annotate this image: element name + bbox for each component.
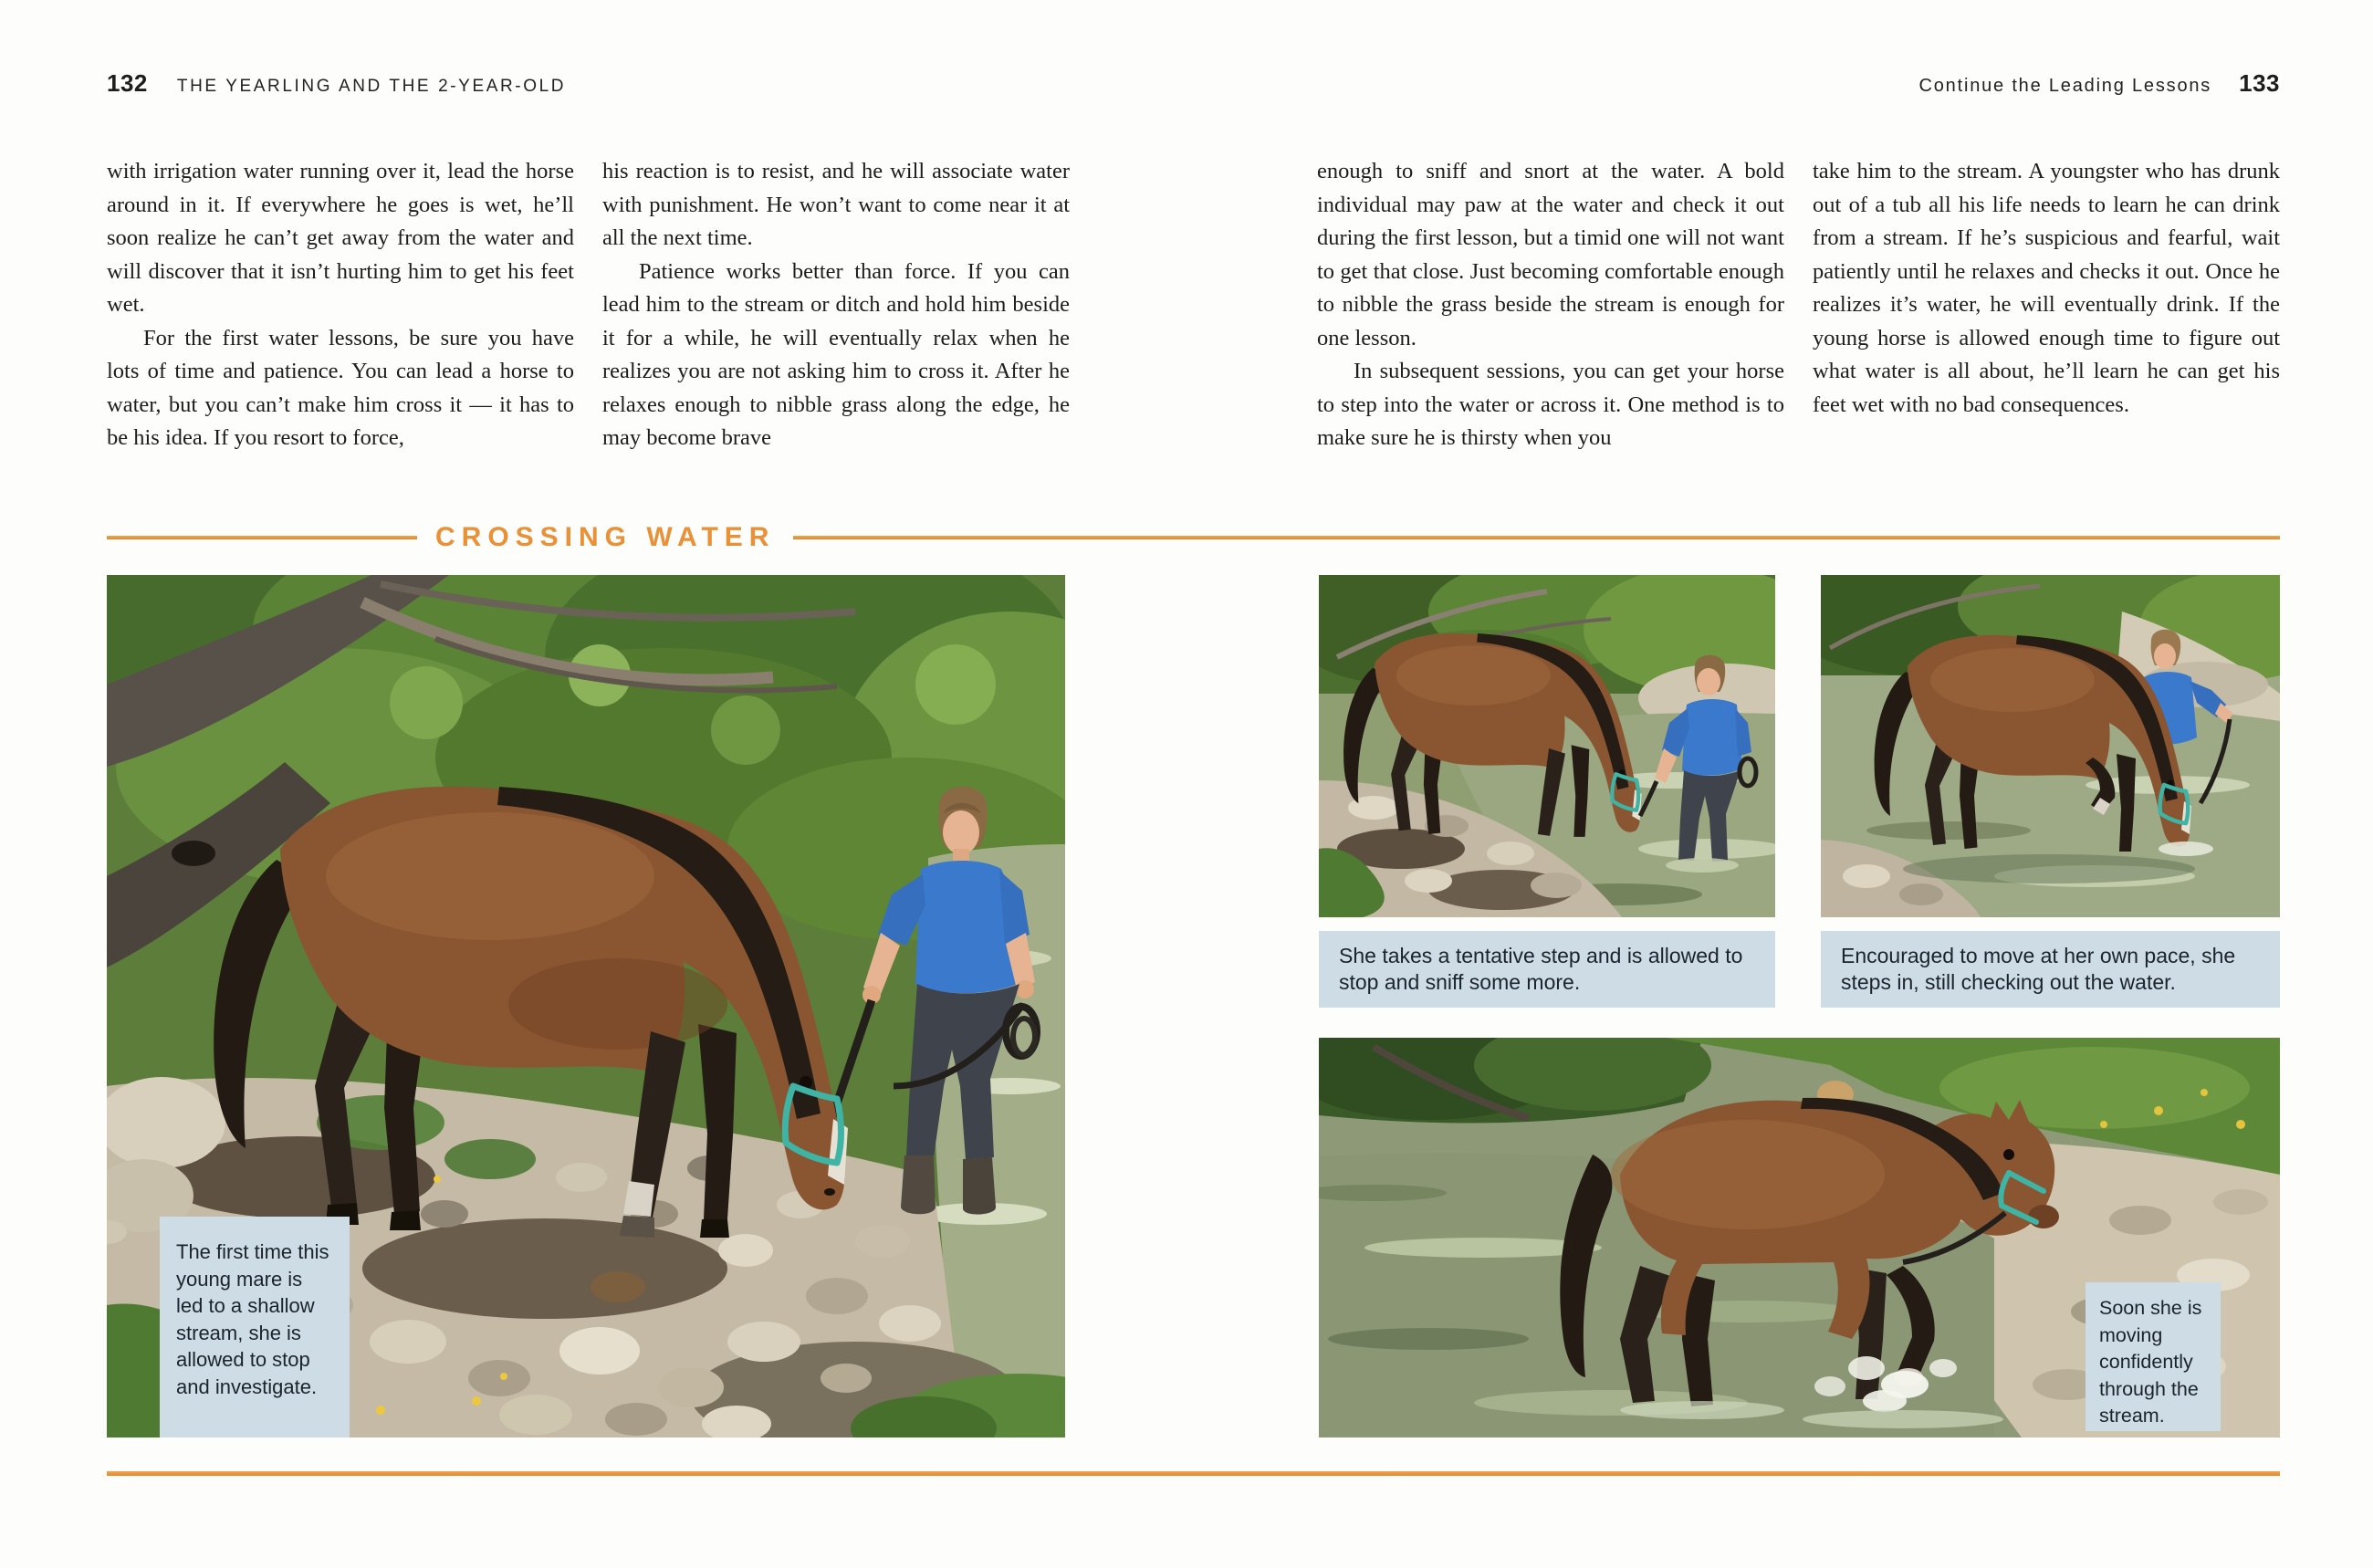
paragraph: In subsequent sessions, you can get your horse to step into the water or across it. One method is to make sure he is thirsty when you [1317, 359, 1784, 450]
caption-photo2: She takes a tentative step and is allowed to stop and sniff some more. [1319, 931, 1775, 1008]
text-column-1 [107, 155, 574, 455]
photo-illustration [1319, 575, 1775, 917]
photo-mare-investigates-stream [107, 575, 1065, 1437]
running-head-left [107, 69, 566, 98]
page-number-left: 132 [107, 69, 148, 97]
paragraph: take him to the stream. A youngster who has drunk out of a tub all his life needs to learn he can drink from a stream. If he’s suspicious and fearful, wait patiently until he relaxes and checks it out. Once he realizes it’s water, he will eventually drink. If the young horse is allowed enough time to figure out what water is all about, he’ll learn he can get his feet wet with no bad consequences. [1813, 159, 2280, 417]
page-number-right: 133 [2239, 69, 2280, 97]
paragraph: enough to sniff and snort at the water. A bold individual may paw at the water and check it out during the first lesson, but a timid one will not want to get that close. Just becoming comfortable enough to nibble the grass beside the stream is enough for one lesson. [1317, 159, 1784, 350]
paragraph: Patience works better than force. If you can lead him to the stream or ditch and hold him beside it for a while, he will eventually relax when he realizes you are not asking him to cross it. After he relaxes enough to nibble grass along the edge, he may become brave [602, 258, 1070, 450]
text-column-4 [1813, 155, 2280, 422]
caption-photo1: The first time this young mare is led to a shallow stream, she is allowed to stop and investigate. [160, 1217, 350, 1437]
running-head-left-title: THE YEARLING AND THE 2-YEAR-OLD [176, 77, 567, 96]
section-divider [107, 522, 2280, 553]
text-column-3 [1317, 155, 1784, 455]
photo-illustration [1821, 575, 2280, 917]
photo-moving-confidently [1319, 1038, 2280, 1437]
running-head-right [1919, 69, 2281, 98]
photo-tentative-step [1319, 575, 1775, 917]
footer-rule [107, 1471, 2280, 1476]
divider-rule-right [793, 536, 2280, 539]
divider-rule-left [107, 536, 417, 539]
photo-stepping-in [1821, 575, 2280, 917]
caption-photo3: Encouraged to move at her own pace, she steps in, still checking out the water. [1821, 931, 2280, 1008]
paragraph: his reaction is to resist, and he will associate water with punishment. He won’t want to come near it at all the next time. [602, 159, 1070, 250]
paragraph: For the first water lessons, be sure you have lots of time and patience. You can lead a horse to water, but you can’t make him cross it — it has to be his idea. If you resort to force, [107, 325, 574, 450]
caption-photo4: Soon she is moving confidently through the stream. [2086, 1282, 2221, 1431]
running-head-right-title: Continue the Leading Lessons [1918, 76, 2212, 96]
section-title: CROSSING WATER [435, 522, 776, 552]
paragraph: with irrigation water running over it, lead the horse around in it. If everywhere he goes is wet, he’ll soon realize he can’t get away from the water and will discover that it isn’t hurting him to get his feet wet. [107, 159, 574, 317]
text-column-2 [602, 155, 1070, 455]
